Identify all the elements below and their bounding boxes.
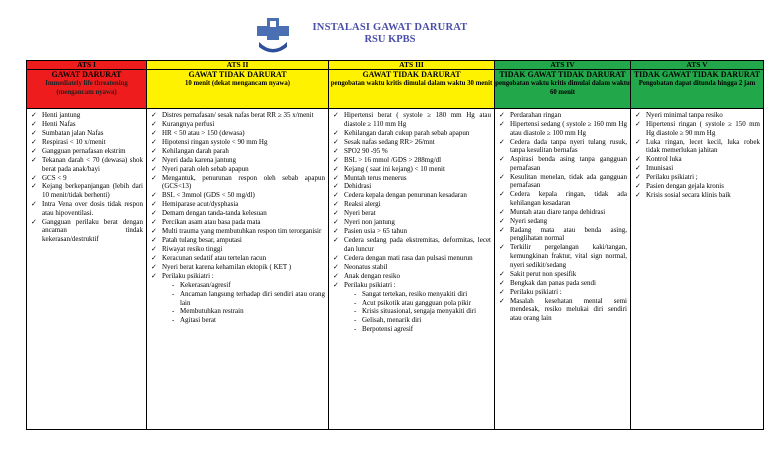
criteria-item bbox=[333, 263, 491, 272]
criteria-text: Riwayat resiko tinggi bbox=[162, 245, 223, 254]
criteria-item bbox=[499, 190, 627, 207]
criteria-text: Cedera dada tanpa nyeri tulang rusuk, tanpa kesulitan bernafas bbox=[510, 137, 627, 155]
checkmark-icon: ✓ bbox=[333, 200, 339, 209]
checkmark-icon: ✓ bbox=[333, 271, 339, 280]
criteria-text: Mengantuk, penurunan respon oleh sebab apapun (GCS<13) bbox=[162, 173, 325, 191]
criteria-item bbox=[151, 191, 325, 200]
criteria-item bbox=[151, 111, 325, 120]
criteria-item bbox=[635, 111, 760, 120]
hospital-logo-icon bbox=[255, 16, 291, 54]
dash-bullet-icon: - bbox=[172, 289, 175, 298]
checkmark-icon: ✓ bbox=[635, 182, 641, 191]
checkmark-icon: ✓ bbox=[499, 155, 505, 164]
criteria-item bbox=[333, 182, 491, 191]
ats-2-criteria-list bbox=[147, 109, 328, 325]
criteria-text: BSL < 3mmol (GDS < 50 mg/dl) bbox=[162, 191, 255, 200]
checkmark-icon: ✓ bbox=[31, 146, 37, 155]
criteria-item bbox=[635, 173, 760, 182]
criteria-text: Henti Nafas bbox=[42, 119, 76, 128]
criteria-text: Respirasi < 10 x/menit bbox=[42, 137, 106, 146]
checkmark-icon: ✓ bbox=[333, 173, 339, 182]
ats-5-subtitle: Pengobatan dapat ditunda hingga 2 jam bbox=[638, 80, 756, 87]
criteria-item bbox=[333, 191, 491, 200]
criteria-item bbox=[333, 129, 491, 138]
criteria-subitem bbox=[172, 281, 325, 290]
criteria-item bbox=[151, 218, 325, 227]
criteria-text: Hipertensi ringan ( systole ≥ 150 mm Hg diastole ≥ 90 mm Hg bbox=[646, 119, 760, 137]
criteria-item bbox=[31, 156, 143, 173]
checkmark-icon: ✓ bbox=[333, 253, 339, 262]
criteria-text: Cedera kepala ringan, tidak ada kehilangan kesadaran bbox=[510, 190, 627, 207]
checkmark-icon: ✓ bbox=[31, 137, 37, 146]
criteria-item bbox=[333, 147, 491, 156]
checkmark-icon: ✓ bbox=[499, 216, 505, 225]
criteria-item bbox=[499, 270, 627, 279]
checkmark-icon: ✓ bbox=[31, 128, 37, 137]
criteria-item bbox=[499, 243, 627, 269]
criteria-item bbox=[151, 120, 325, 129]
criteria-subitem-text: Gelisah, menarik diri bbox=[362, 316, 422, 325]
criteria-item bbox=[333, 227, 491, 236]
criteria-text: Sesak nafas sedang RR> 26/mnt bbox=[344, 137, 435, 146]
ats-4-criteria-list bbox=[495, 109, 630, 322]
criteria-subitem-text: Ancaman langsung terhadap diri sendiri atau orang lain bbox=[180, 289, 325, 307]
checkmark-icon: ✓ bbox=[499, 243, 505, 252]
criteria-subitem bbox=[354, 316, 491, 325]
checkmark-icon: ✓ bbox=[333, 209, 339, 218]
checkmark-icon: ✓ bbox=[333, 182, 339, 191]
criteria-text: Pasien dengan gejala kronis bbox=[646, 182, 724, 191]
checkmark-icon: ✓ bbox=[635, 111, 641, 119]
criteria-item bbox=[333, 174, 491, 183]
criteria-item bbox=[31, 120, 143, 129]
ats-2-criteria-cell bbox=[147, 109, 329, 430]
ats-3-header bbox=[329, 70, 495, 109]
criteria-item bbox=[635, 164, 760, 173]
dash-bullet-icon: - bbox=[354, 307, 357, 316]
criteria-item bbox=[499, 138, 627, 155]
criteria-text: Aspirasi benda asing tanpa gangguan pernafasan bbox=[510, 155, 627, 172]
checkmark-icon: ✓ bbox=[333, 137, 339, 146]
criteria-text: Kejang ( saat ini kejang) < 10 menit bbox=[344, 164, 445, 173]
criteria-item bbox=[499, 288, 627, 297]
ats-4-header bbox=[495, 70, 631, 109]
checkmark-icon: ✓ bbox=[499, 119, 505, 128]
checkmark-icon: ✓ bbox=[31, 182, 37, 191]
criteria-item bbox=[499, 279, 627, 288]
criteria-subitem-text: Acut psikotik atau gangguan pola pikir bbox=[362, 298, 472, 307]
checkmark-icon: ✓ bbox=[333, 155, 339, 164]
criteria-item bbox=[151, 129, 325, 138]
checkmark-icon: ✓ bbox=[151, 164, 157, 173]
criteria-text: Hemiparase acut/dysphasia bbox=[162, 200, 239, 209]
ats-1-header bbox=[27, 70, 147, 109]
criteria-item bbox=[499, 120, 627, 137]
criteria-item bbox=[499, 297, 627, 323]
criteria-text: Pasien usia > 65 tahun bbox=[344, 227, 408, 236]
checkmark-icon: ✓ bbox=[333, 164, 339, 173]
criteria-item bbox=[333, 281, 491, 334]
criteria-text: Keracunan sedatif atau tertelan racun bbox=[162, 254, 267, 263]
criteria-text: Demam dengan tanda-tanda kelesuan bbox=[162, 209, 267, 218]
criteria-subitem-text: Agitasi berat bbox=[180, 316, 216, 325]
criteria-text: Kehilangan darah parah bbox=[162, 146, 229, 155]
dash-bullet-icon: - bbox=[354, 316, 357, 325]
criteria-text: Perilaku psikiatri ; bbox=[646, 173, 698, 182]
criteria-text: Neonatus stabil bbox=[344, 262, 388, 271]
criteria-text: Nyeri minimal tanpa resiko bbox=[646, 111, 723, 119]
checkmark-icon: ✓ bbox=[151, 209, 157, 218]
title-row bbox=[27, 70, 764, 109]
criteria-sublist bbox=[162, 281, 325, 325]
ats-3-criteria-list bbox=[329, 109, 494, 334]
checkmark-icon: ✓ bbox=[499, 172, 505, 181]
ats-2-header bbox=[147, 70, 329, 109]
checkmark-icon: ✓ bbox=[151, 155, 157, 164]
code-row bbox=[27, 61, 764, 70]
ats-1-criteria-list bbox=[27, 109, 146, 243]
checkmark-icon: ✓ bbox=[635, 164, 641, 173]
ats-4-criteria-cell bbox=[495, 109, 631, 430]
criteria-text: Kontrol luka bbox=[646, 155, 682, 164]
criteria-row bbox=[27, 109, 764, 430]
criteria-item bbox=[333, 165, 491, 174]
criteria-text: SPO2 90 -95 % bbox=[344, 146, 388, 155]
checkmark-icon: ✓ bbox=[151, 200, 157, 209]
ats-3-subtitle: pengobatan waktu kritis dimulai dalam waktu 30 menit bbox=[330, 80, 493, 87]
criteria-text: Kehilangan darah cukup parah sebab apapun bbox=[344, 128, 470, 137]
criteria-sublist bbox=[344, 290, 491, 335]
checkmark-icon: ✓ bbox=[151, 272, 157, 281]
checkmark-icon: ✓ bbox=[151, 245, 157, 254]
criteria-text: Sakit perut non spesifik bbox=[510, 269, 577, 278]
criteria-item bbox=[151, 272, 325, 325]
criteria-item bbox=[333, 138, 491, 147]
criteria-item bbox=[635, 155, 760, 164]
criteria-item bbox=[635, 120, 760, 137]
criteria-text: Imunisasi bbox=[646, 164, 674, 173]
ats-2-code: ATS II bbox=[147, 61, 329, 70]
criteria-subitem bbox=[172, 290, 325, 307]
checkmark-icon: ✓ bbox=[151, 146, 157, 155]
ats-3-title: GAWAT TIDAK DARURAT bbox=[362, 70, 461, 79]
checkmark-icon: ✓ bbox=[333, 111, 339, 119]
criteria-item bbox=[151, 174, 325, 191]
criteria-text: Nyeri dada karena jantung bbox=[162, 155, 237, 164]
ats-1-code: ATS I bbox=[27, 61, 147, 70]
checkmark-icon: ✓ bbox=[31, 217, 37, 226]
checkmark-icon: ✓ bbox=[333, 227, 339, 236]
checkmark-icon: ✓ bbox=[151, 111, 157, 119]
checkmark-icon: ✓ bbox=[635, 155, 641, 164]
dash-bullet-icon: - bbox=[172, 316, 175, 325]
criteria-text: Krisis sosial secara klinis baik bbox=[646, 191, 731, 200]
criteria-item bbox=[31, 129, 143, 138]
document-header bbox=[0, 6, 768, 58]
criteria-item bbox=[635, 138, 760, 155]
dash-bullet-icon: - bbox=[354, 298, 357, 307]
checkmark-icon: ✓ bbox=[499, 190, 505, 199]
criteria-text: Perilaku psikiatri : bbox=[510, 287, 562, 296]
checkmark-icon: ✓ bbox=[31, 200, 37, 209]
ats-5-code: ATS V bbox=[631, 61, 764, 70]
ats-1-criteria-cell bbox=[27, 109, 147, 430]
checkmark-icon: ✓ bbox=[499, 111, 505, 119]
criteria-subitem bbox=[354, 325, 491, 334]
checkmark-icon: ✓ bbox=[635, 137, 641, 146]
criteria-text: Intra Vena over dosis tidak respon atau hipoventilasi. bbox=[42, 200, 143, 217]
criteria-text: BSL > 16 mmol /GDS > 288mg/dl bbox=[344, 155, 442, 164]
checkmark-icon: ✓ bbox=[151, 236, 157, 245]
ats-5-header bbox=[631, 70, 764, 109]
ats-5-criteria-cell bbox=[631, 109, 764, 430]
checkmark-icon: ✓ bbox=[499, 278, 505, 287]
criteria-text: Distres pernafasan/ sesak nafas berat RR ≥ 35 x/menit bbox=[162, 111, 314, 119]
criteria-item bbox=[31, 218, 143, 244]
checkmark-icon: ✓ bbox=[151, 173, 157, 182]
checkmark-icon: ✓ bbox=[499, 207, 505, 216]
criteria-subitem-text: Kekerasan/agresif bbox=[180, 280, 231, 289]
criteria-item bbox=[333, 156, 491, 165]
checkmark-icon: ✓ bbox=[499, 269, 505, 278]
checkmark-icon: ✓ bbox=[31, 111, 37, 119]
criteria-item bbox=[151, 156, 325, 165]
checkmark-icon: ✓ bbox=[499, 225, 505, 234]
criteria-subitem-text: Membutuhkan restrain bbox=[180, 307, 244, 316]
checkmark-icon: ✓ bbox=[333, 280, 339, 289]
checkmark-icon: ✓ bbox=[151, 119, 157, 128]
criteria-text: Gangguan pernafasan ekstrim bbox=[42, 146, 126, 155]
criteria-text: Anak dengan resiko bbox=[344, 271, 400, 280]
checkmark-icon: ✓ bbox=[151, 128, 157, 137]
criteria-text: HR < 50 atau > 150 (dewasa) bbox=[162, 128, 245, 137]
criteria-item bbox=[635, 182, 760, 191]
criteria-text: Tekanan darah < 70 (dewasa) shok berat pada anak/bayi bbox=[42, 155, 143, 173]
criteria-text: Nyeri berat bbox=[344, 209, 376, 218]
criteria-item bbox=[151, 200, 325, 209]
checkmark-icon: ✓ bbox=[151, 218, 157, 227]
criteria-item bbox=[31, 174, 143, 183]
criteria-item bbox=[499, 173, 627, 190]
criteria-text: Perilaku psikiatri : bbox=[162, 272, 214, 281]
criteria-item bbox=[333, 209, 491, 218]
criteria-text: Masalah kesehatan mental semi mendesak, resiko melukai diri sendiri atau orang lain bbox=[510, 296, 627, 322]
ats-4-code: ATS IV bbox=[495, 61, 631, 70]
ats-2-title: GAWAT TIDAK DARURAT bbox=[188, 70, 287, 79]
criteria-subitem bbox=[172, 316, 325, 325]
triage-table bbox=[26, 60, 764, 430]
criteria-item bbox=[333, 111, 491, 128]
criteria-text: Muntah terus menerus bbox=[344, 173, 407, 182]
criteria-item bbox=[499, 217, 627, 226]
ats-4-title: TIDAK GAWAT TIDAK DARURAT bbox=[499, 70, 626, 79]
criteria-subitem-text: Berpotensi agresif bbox=[362, 325, 414, 334]
checkmark-icon: ✓ bbox=[333, 128, 339, 137]
criteria-text: Cedera kepala dengan penurunan kesadaran bbox=[344, 191, 467, 200]
criteria-item bbox=[151, 263, 325, 272]
criteria-item bbox=[499, 208, 627, 217]
criteria-item bbox=[333, 218, 491, 227]
checkmark-icon: ✓ bbox=[151, 263, 157, 272]
criteria-item bbox=[31, 111, 143, 120]
criteria-item bbox=[151, 209, 325, 218]
checkmark-icon: ✓ bbox=[499, 137, 505, 146]
criteria-item bbox=[333, 236, 491, 253]
page-subtitle: RSU KPBS bbox=[364, 34, 416, 45]
criteria-text: Nyeri sedang bbox=[510, 216, 548, 225]
checkmark-icon: ✓ bbox=[333, 262, 339, 271]
criteria-item bbox=[151, 227, 325, 236]
criteria-text: Nyeri berat karena kehamilan ektopik ( KET ) bbox=[162, 263, 292, 272]
criteria-text: Nyeri parah oleh sebab apapun bbox=[162, 164, 249, 173]
criteria-text: Radang mata atau benda asing, penglihatan normal bbox=[510, 225, 627, 243]
criteria-item bbox=[499, 226, 627, 243]
criteria-text: GCS < 9 bbox=[42, 173, 67, 182]
ats-3-code: ATS III bbox=[329, 61, 495, 70]
checkmark-icon: ✓ bbox=[635, 191, 641, 200]
criteria-text: Sumbatan jalan Nafas bbox=[42, 128, 104, 137]
criteria-item bbox=[333, 272, 491, 281]
criteria-item bbox=[635, 191, 760, 200]
ats-5-title: TIDAK GAWAT TIDAK DARURAT bbox=[633, 70, 761, 79]
criteria-item bbox=[333, 254, 491, 263]
criteria-subitem-text: Sangat tertekan, resiko menyakiti diri bbox=[362, 289, 468, 298]
criteria-text: Bengkak dan panas pada sendi bbox=[510, 278, 596, 287]
criteria-item bbox=[151, 236, 325, 245]
ats-1-subtitle: Immediately life threatening (mengancam nyawa) bbox=[45, 80, 128, 96]
checkmark-icon: ✓ bbox=[333, 218, 339, 227]
checkmark-icon: ✓ bbox=[151, 227, 157, 236]
criteria-item bbox=[151, 138, 325, 147]
criteria-text: Percikan asam atau basa pada mata bbox=[162, 218, 261, 227]
criteria-text: Perilaku psikiatri : bbox=[344, 280, 396, 289]
criteria-text: Perdarahan ringan bbox=[510, 111, 562, 119]
criteria-text: Hipotensi ringan systole < 90 mm Hg bbox=[162, 137, 268, 146]
criteria-item bbox=[151, 165, 325, 174]
checkmark-icon: ✓ bbox=[151, 137, 157, 146]
criteria-item bbox=[31, 147, 143, 156]
ats-1-title: GAWAT DARURAT bbox=[51, 70, 122, 79]
criteria-text: Multi trauma yang membutuhkan respon tim terorganisir bbox=[162, 227, 322, 236]
criteria-item bbox=[499, 155, 627, 172]
criteria-item bbox=[333, 200, 491, 209]
checkmark-icon: ✓ bbox=[333, 236, 339, 245]
checkmark-icon: ✓ bbox=[151, 191, 157, 200]
checkmark-icon: ✓ bbox=[499, 296, 505, 305]
criteria-text: Patah tulang besar, amputasi bbox=[162, 236, 242, 245]
ats-4-subtitle: pengobatan waktu kritis dimulai dalam waktu 60 menit bbox=[495, 80, 630, 96]
criteria-item bbox=[151, 245, 325, 254]
checkmark-icon: ✓ bbox=[31, 155, 37, 164]
criteria-text: Cedera sedang pada ekstremitas, deformitas, lecet dan luncur bbox=[344, 236, 491, 253]
checkmark-icon: ✓ bbox=[333, 146, 339, 155]
criteria-text: Hipertensi berat ( systole ≥ 180 mm Hg atau diastole ≥ 110 mm Hg bbox=[344, 111, 491, 128]
checkmark-icon: ✓ bbox=[151, 254, 157, 263]
criteria-text: Dehidrasi bbox=[344, 182, 372, 191]
ats-2-subtitle: 10 menit (dekat mengancam nyawa) bbox=[185, 80, 290, 87]
ats-3-criteria-cell bbox=[329, 109, 495, 430]
criteria-item bbox=[151, 254, 325, 263]
criteria-text: Luka ringan, lecet kecil, luka robek tidak memerlukan jahitan bbox=[646, 137, 760, 155]
dash-bullet-icon: - bbox=[172, 307, 175, 316]
criteria-text: Reaksi alergi bbox=[344, 200, 381, 209]
page-title: INSTALASI GAWAT DARURAT bbox=[312, 22, 468, 33]
criteria-text: Terkilir pergelangan kaki/tangan, kemungkinan fraktur, vital sign normal, nyeri sedikit/sedang bbox=[510, 243, 627, 269]
criteria-text: Henti jantung bbox=[42, 111, 81, 119]
criteria-item bbox=[31, 138, 143, 147]
dash-bullet-icon: - bbox=[354, 289, 357, 298]
dash-bullet-icon: - bbox=[354, 325, 357, 334]
criteria-subitem bbox=[172, 307, 325, 316]
criteria-subitem bbox=[354, 307, 491, 316]
checkmark-icon: ✓ bbox=[635, 173, 641, 182]
criteria-subitem bbox=[354, 299, 491, 308]
checkmark-icon: ✓ bbox=[31, 119, 37, 128]
criteria-text: Kurangnya perfusi bbox=[162, 119, 215, 128]
criteria-item bbox=[31, 182, 143, 199]
criteria-subitem-text: Krisis situasional, sengaja menyakiti diri bbox=[362, 307, 477, 316]
criteria-subitem bbox=[354, 290, 491, 299]
dash-bullet-icon: - bbox=[172, 280, 175, 289]
criteria-text: Muntah atau diare tanpa dehidrasi bbox=[510, 207, 606, 216]
checkmark-icon: ✓ bbox=[499, 287, 505, 296]
checkmark-icon: ✓ bbox=[635, 119, 641, 128]
criteria-item bbox=[31, 200, 143, 217]
criteria-text: Kejang berkepanjangan (lebih dari 10 menit/tidak berhenti) bbox=[42, 182, 143, 200]
checkmark-icon: ✓ bbox=[333, 191, 339, 200]
criteria-item bbox=[151, 147, 325, 156]
criteria-text: Kesulitan menelan, tidak ada gangguan pernafasan bbox=[510, 172, 627, 190]
checkmark-icon: ✓ bbox=[31, 173, 37, 182]
criteria-text: Nyeri non jantung bbox=[344, 218, 395, 227]
criteria-text: Hipertensi sedang ( systole ≥ 160 mm Hg atau diastole ≥ 100 mm Hg bbox=[510, 119, 627, 137]
criteria-item bbox=[499, 111, 627, 120]
ats-5-criteria-list bbox=[631, 109, 763, 200]
criteria-text: Cedera dengan mati rasa dan pulsasi menurun bbox=[344, 253, 473, 262]
criteria-text: Gangguan perilaku berat dengan ancaman tindak kekerasan/destruktif bbox=[42, 217, 143, 243]
